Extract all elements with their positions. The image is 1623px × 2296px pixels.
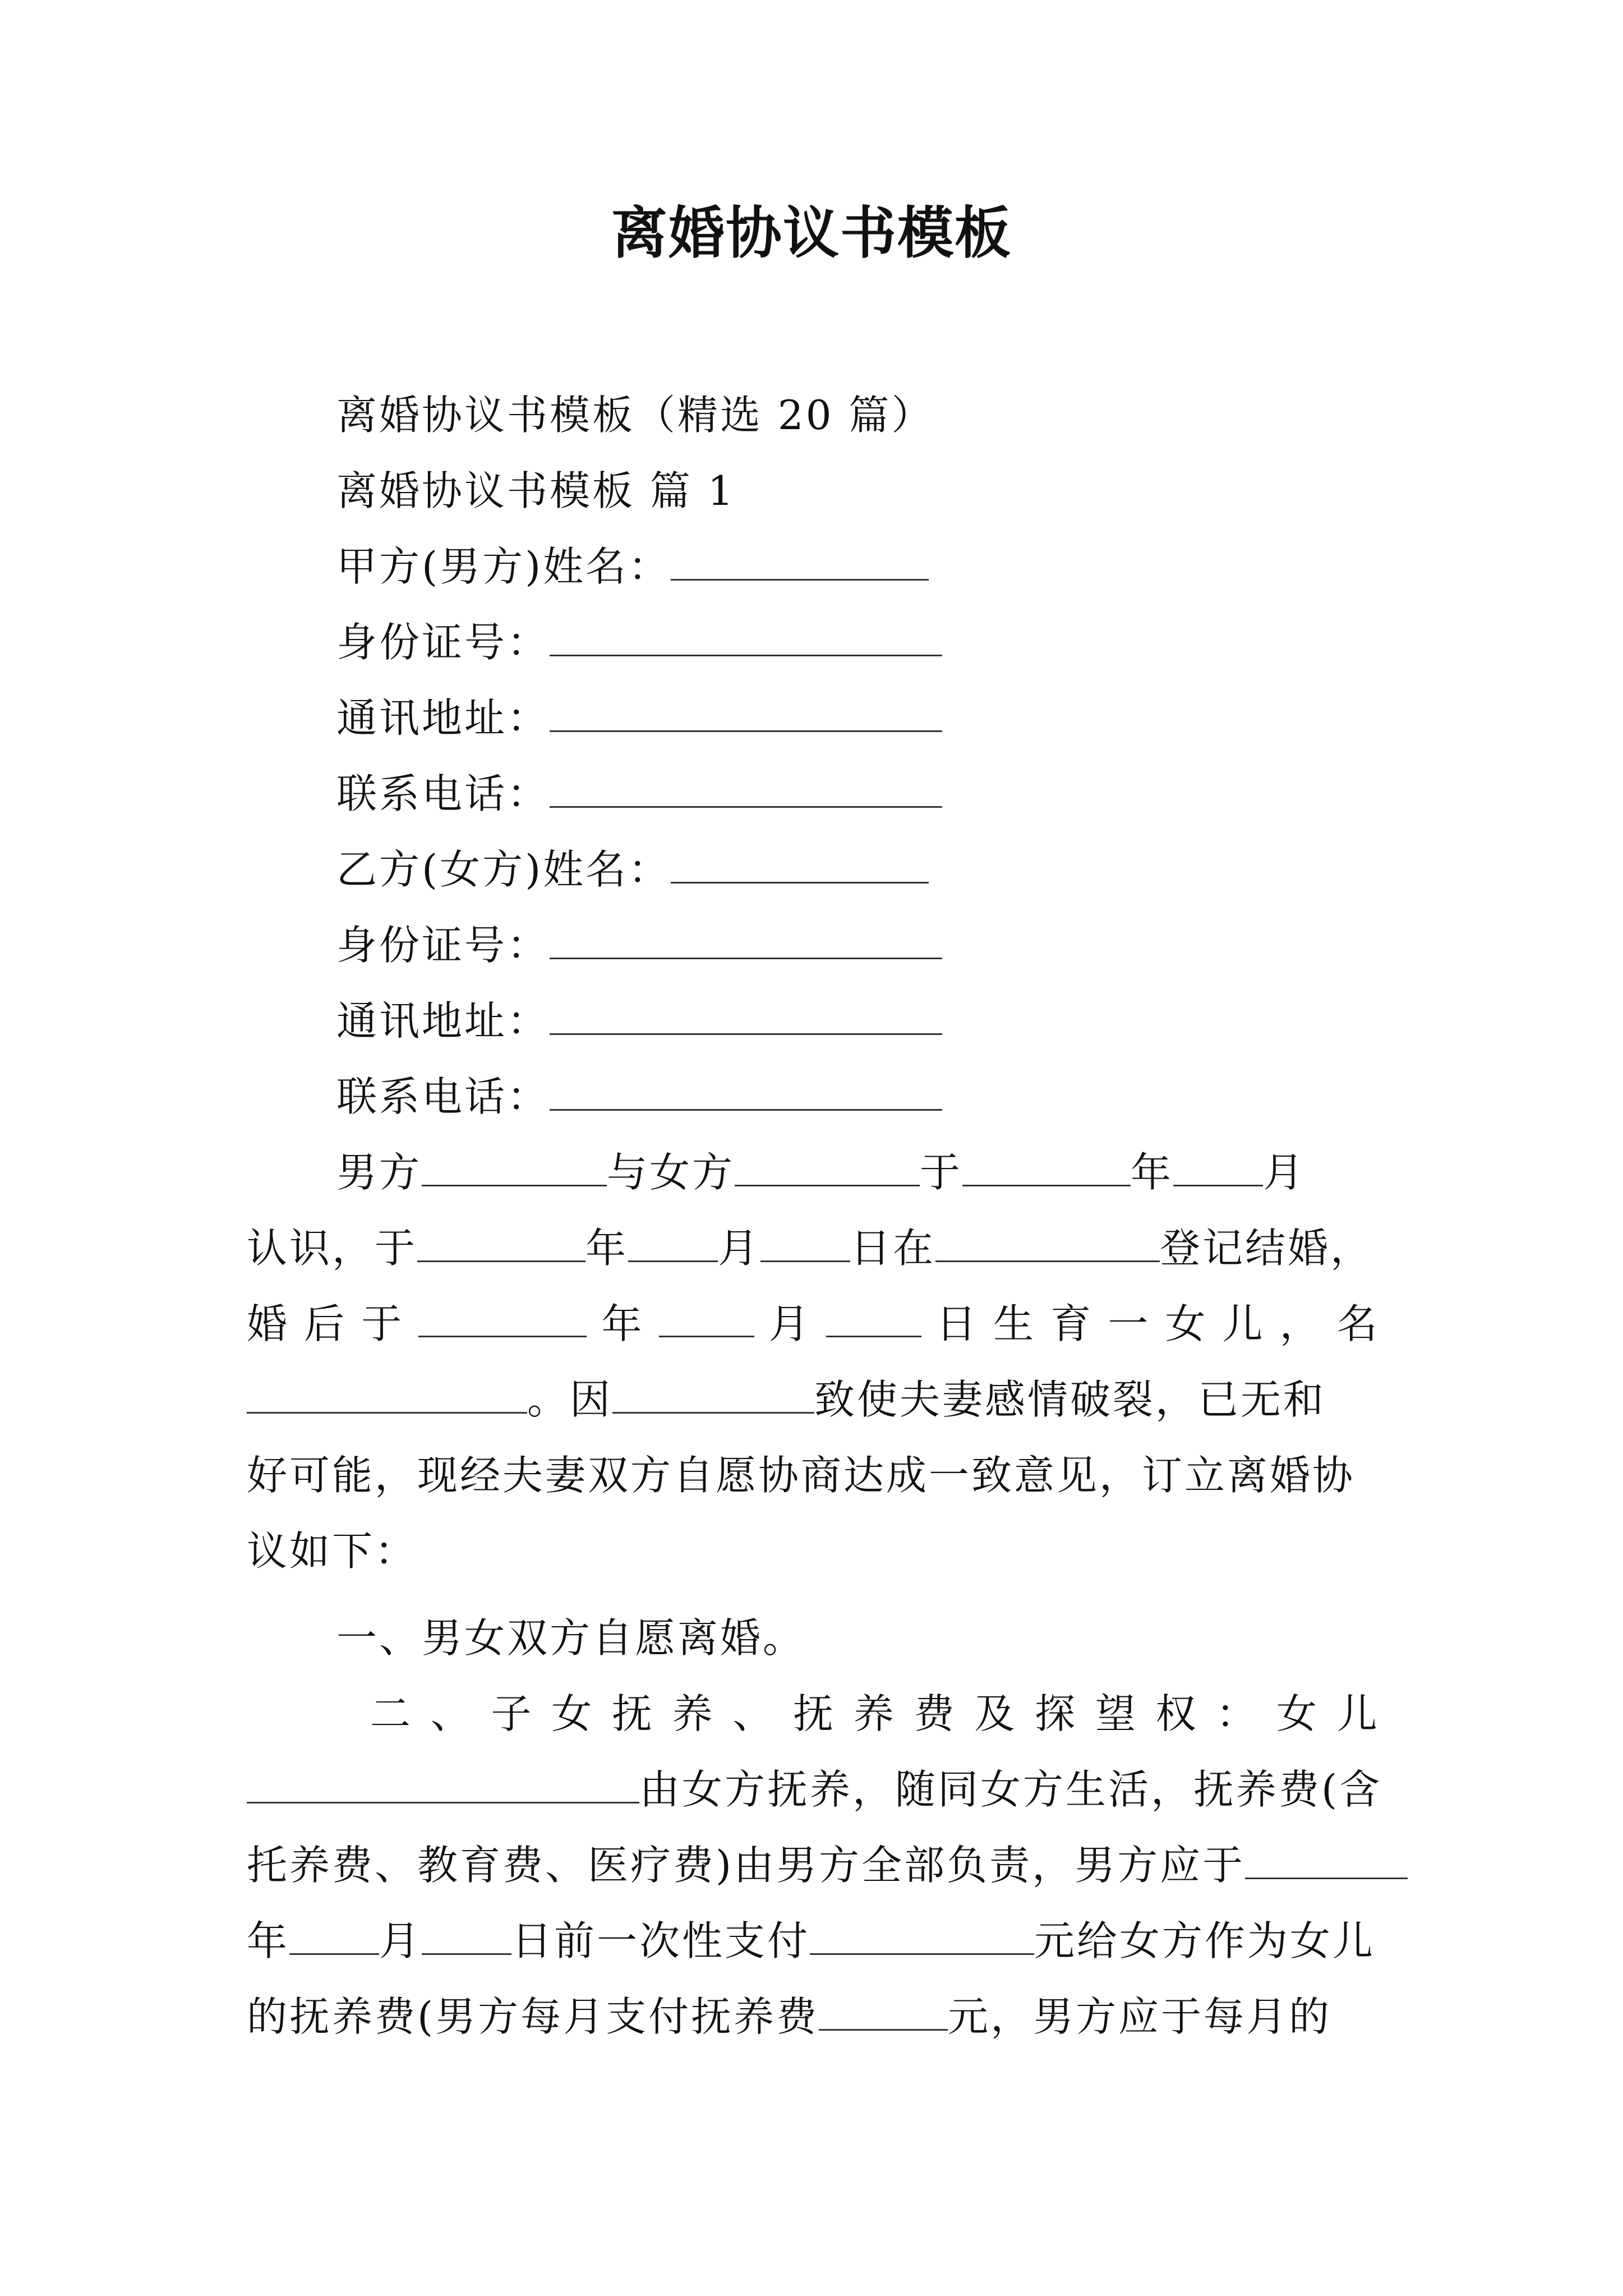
text-segment: 养 bbox=[853, 1690, 896, 1737]
party-a-id-field[interactable] bbox=[550, 618, 942, 656]
body-line bbox=[247, 1840, 1408, 1890]
text-segment: 探 bbox=[1035, 1690, 1078, 1737]
text-segment: 由女方抚养，随同女方生活，抚养费(含 bbox=[639, 1766, 1382, 1813]
payment-deadline-field[interactable] bbox=[1245, 1841, 1408, 1879]
text-segment: 婚 bbox=[247, 1300, 290, 1347]
birth-month-field[interactable] bbox=[659, 1299, 754, 1337]
text-segment: ， bbox=[1279, 1300, 1322, 1347]
text-segment: 养 bbox=[672, 1690, 715, 1737]
text-segment: 后 bbox=[304, 1300, 347, 1347]
text-segment: 日 bbox=[935, 1300, 979, 1347]
text-segment: 儿 bbox=[1336, 1690, 1380, 1737]
text-segment: 认识，于 bbox=[247, 1225, 418, 1272]
party-b-id-row bbox=[336, 920, 942, 970]
party-a-name-label: 甲方(男方)姓名： bbox=[336, 543, 671, 590]
text-segment: ： bbox=[1216, 1690, 1259, 1737]
party-b-name-field[interactable] bbox=[671, 845, 929, 884]
daughter-name-field[interactable] bbox=[247, 1375, 527, 1414]
marry-month-field[interactable] bbox=[628, 1223, 718, 1262]
body-line bbox=[247, 1223, 1373, 1273]
body-line bbox=[336, 1147, 1306, 1198]
text-segment: 年 bbox=[601, 1300, 644, 1347]
text-segment: 一 bbox=[1108, 1300, 1151, 1347]
text-segment: 的抚养费(男方每月支付抚养费 bbox=[247, 1993, 819, 2040]
text-segment: 望 bbox=[1095, 1690, 1138, 1737]
body-line bbox=[247, 1991, 1331, 2042]
party-a-phone-row bbox=[336, 769, 942, 819]
party-b-address-row bbox=[336, 996, 942, 1046]
text-segment: 及 bbox=[974, 1690, 1017, 1737]
birth-day-field[interactable] bbox=[826, 1299, 921, 1337]
body-line: 议如下： bbox=[247, 1527, 418, 1575]
party-b-address-label: 通讯地址： bbox=[336, 997, 550, 1045]
body-line bbox=[247, 1299, 1380, 1349]
party-a-id-row bbox=[336, 617, 942, 668]
text-segment: 。因 bbox=[527, 1376, 613, 1423]
subtitle: 离婚协议书模板（精选 20 篇） bbox=[336, 392, 934, 439]
marry-year-field[interactable] bbox=[417, 1223, 585, 1262]
party-b-phone-row bbox=[336, 1071, 942, 1122]
text-segment: 元给女方作为女儿 bbox=[1034, 1917, 1376, 1964]
marry-day-field[interactable] bbox=[760, 1223, 850, 1262]
party-a-address-row bbox=[336, 693, 942, 743]
text-segment: 抚 bbox=[611, 1690, 654, 1737]
document-title: 离婚协议书模板 bbox=[611, 200, 1012, 266]
chapter-heading: 离婚协议书模板 篇 1 bbox=[336, 467, 736, 514]
text-segment: 日在 bbox=[850, 1225, 936, 1272]
text-segment: 女 bbox=[1276, 1690, 1320, 1737]
text-segment: 抚 bbox=[793, 1690, 836, 1737]
text-segment: 月 bbox=[379, 1917, 422, 1964]
text-segment: 、 bbox=[430, 1690, 473, 1737]
party-b-id-label: 身份证号： bbox=[336, 922, 550, 969]
text-segment: 女 bbox=[551, 1690, 594, 1737]
reason-field[interactable] bbox=[612, 1375, 814, 1414]
text-segment: 费 bbox=[914, 1690, 957, 1737]
clause-2-heading bbox=[370, 1688, 1380, 1739]
party-a-name-field[interactable] bbox=[671, 542, 929, 581]
man-name-field[interactable] bbox=[422, 1148, 607, 1186]
text-segment: 月 bbox=[768, 1300, 811, 1347]
party-b-address-field[interactable] bbox=[550, 996, 942, 1035]
body-line bbox=[247, 1916, 1375, 1966]
text-segment: 年 bbox=[1131, 1149, 1174, 1196]
text-segment: 女 bbox=[1165, 1300, 1208, 1347]
text-segment: 月 bbox=[718, 1225, 761, 1272]
text-segment: 权 bbox=[1155, 1690, 1198, 1737]
birth-year-field[interactable] bbox=[418, 1299, 587, 1337]
text-segment: 元，男方应于每月的 bbox=[948, 1993, 1332, 2040]
party-b-name-label: 乙方(女方)姓名： bbox=[336, 846, 671, 893]
party-a-phone-label: 联系电话： bbox=[336, 770, 550, 817]
body-line bbox=[247, 1374, 1326, 1425]
monthly-amount-field[interactable] bbox=[819, 1992, 948, 2031]
payment-day-field[interactable] bbox=[422, 1916, 511, 1955]
text-segment: 子 bbox=[491, 1690, 534, 1737]
body-line bbox=[247, 1764, 1382, 1815]
text-segment: 年 bbox=[585, 1225, 629, 1272]
text-segment: 致使夫妻感情破裂，已无和 bbox=[814, 1376, 1326, 1423]
party-b-id-field[interactable] bbox=[550, 921, 942, 959]
text-segment: 二 bbox=[370, 1690, 413, 1737]
text-segment: 名 bbox=[1336, 1300, 1380, 1347]
text-segment: 年 bbox=[247, 1917, 290, 1964]
text-segment: 、 bbox=[732, 1690, 776, 1737]
party-a-address-label: 通讯地址： bbox=[336, 694, 550, 742]
party-a-address-field[interactable] bbox=[550, 693, 942, 732]
clause-1: 一、男女双方自愿离婚。 bbox=[336, 1614, 806, 1662]
party-a-id-label: 身份证号： bbox=[336, 619, 550, 666]
party-b-phone-label: 联系电话： bbox=[336, 1073, 550, 1120]
party-a-name-row bbox=[336, 541, 929, 592]
meet-year-field[interactable] bbox=[962, 1148, 1131, 1186]
text-segment: 生 bbox=[993, 1300, 1036, 1347]
meet-month-field[interactable] bbox=[1173, 1148, 1263, 1186]
text-segment: 于 bbox=[361, 1300, 404, 1347]
body-line: 好可能，现经夫妻双方自愿协商达成一致意见，订立离婚协 bbox=[247, 1452, 1355, 1499]
text-segment: 登记结婚， bbox=[1160, 1225, 1373, 1272]
text-segment: 日前一次性支付 bbox=[511, 1917, 810, 1964]
text-segment: 育 bbox=[1050, 1300, 1094, 1347]
text-segment: 男方 bbox=[336, 1149, 422, 1196]
party-b-name-row bbox=[336, 844, 929, 895]
woman-name-field[interactable] bbox=[735, 1148, 920, 1186]
text-segment: 托养费、教育费、医疗费)由男方全部负责，男方应于 bbox=[247, 1842, 1246, 1889]
text-segment: 与女方 bbox=[607, 1149, 735, 1196]
text-segment: 于 bbox=[920, 1149, 963, 1196]
text-segment: 月 bbox=[1263, 1149, 1306, 1196]
party-b-phone-field[interactable] bbox=[550, 1072, 942, 1111]
payment-month-field[interactable] bbox=[289, 1916, 379, 1955]
party-a-phone-field[interactable] bbox=[550, 769, 942, 808]
registry-place-field[interactable] bbox=[935, 1223, 1160, 1262]
lump-sum-field[interactable] bbox=[810, 1916, 1034, 1955]
custody-name-field[interactable] bbox=[247, 1765, 639, 1803]
text-segment: 儿 bbox=[1222, 1300, 1265, 1347]
